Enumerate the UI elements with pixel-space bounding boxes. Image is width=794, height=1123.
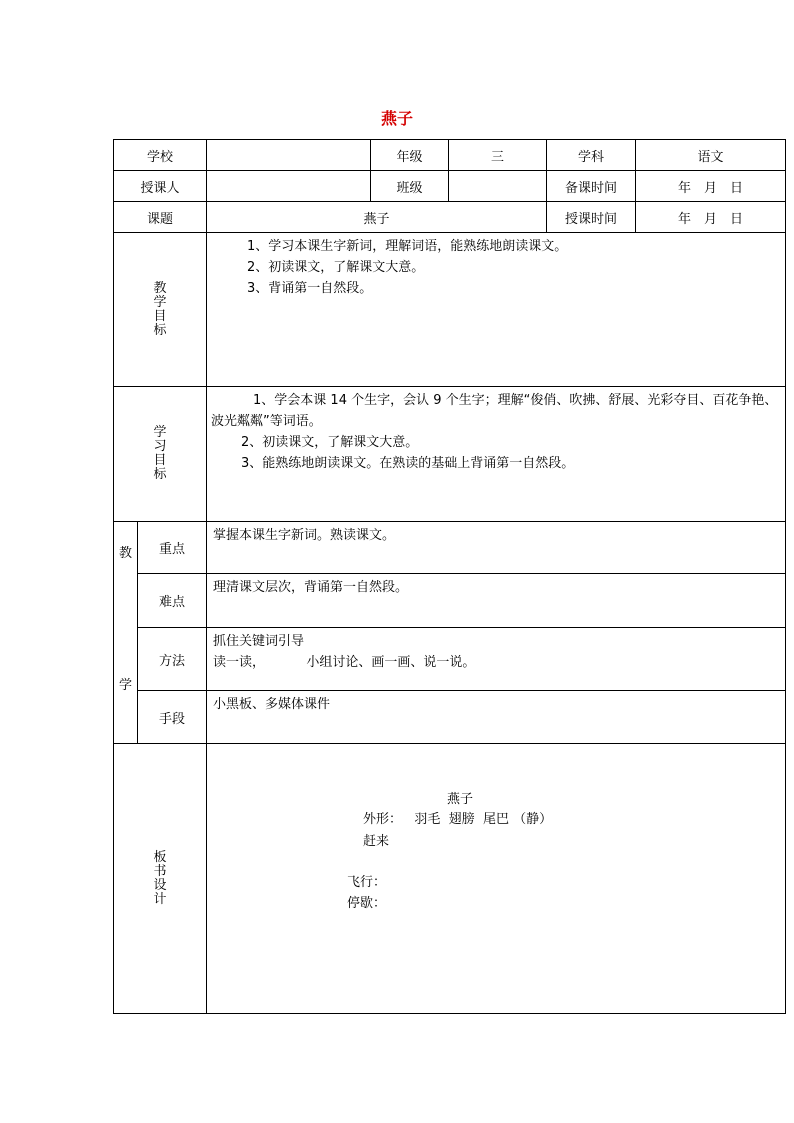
board-title: 燕子 [447,792,474,807]
prep-time-value: 年 月 日 [636,171,786,202]
subject-label: 学科 [547,140,636,171]
teaching-goal-1: 1、学习本课生字新词，理解词语，能熟练地朗读课文。 [247,239,568,254]
teaching-goal-2: 2、初读课文，了解课文大意。 [247,260,425,275]
prep-time-label: 备课时间 [547,171,636,202]
subject-value: 语文 [636,140,786,171]
focus-label: 重点 [138,522,207,574]
teaching-goals-content [207,233,786,387]
learning-goal-3: 3、能熟练地朗读课文。在熟读的基础上背诵第一自然段。 [241,456,575,471]
board-appearance: 外形： 羽毛 翅膀 尾巴 （静） [363,812,553,827]
focus-value: 掌握本课生字新词。熟读课文。 [207,522,786,574]
topic-value: 燕子 [207,202,547,233]
teaching-label-bottom: 学 [119,678,133,693]
method-line-2: 读一读， 小组讨论、画一画、说一说。 [213,655,476,670]
topic-label: 课题 [114,202,207,233]
grade-label: 年级 [371,140,449,171]
teach-time-value: 年 月 日 [636,202,786,233]
teaching-goal-3: 3、背诵第一自然段。 [247,281,373,296]
method-label: 方法 [138,628,207,691]
learning-goals-content [207,387,786,522]
teacher-label: 授课人 [114,171,207,202]
difficulty-label: 难点 [138,574,207,628]
school-value [207,140,371,171]
learning-goals-label: 学习目标 [153,425,167,482]
board-arrive: 赶来 [363,834,390,849]
class-value [449,171,547,202]
teaching-goals-label: 教学目标 [153,280,167,338]
board-label-cell [114,744,207,1014]
method-value [207,628,786,691]
teaching-goals-label-cell [114,233,207,387]
learning-goals-label-cell [114,387,207,522]
page-title: 燕子 [380,109,413,128]
school-label: 学校 [114,140,207,171]
board-label: 板书设计 [153,849,167,907]
class-label: 班级 [371,171,449,202]
means-label: 手段 [138,691,207,744]
board-resting: 停歇： [347,896,387,911]
method-line-1: 抓住关键词引导 [213,634,305,649]
teach-time-label: 授课时间 [547,202,636,233]
learning-goal-1: 1、学会本课 14 个生字，会认 9 个生字；理解“俊俏、吹拂、舒展、光彩夺目、百花争艳、波光粼粼”等词语。 [211,393,778,429]
lesson-plan-table [113,139,786,1014]
board-flying: 飞行： [347,875,387,890]
means-value: 小黑板、多媒体课件 [207,691,786,744]
teaching-label-top: 教 [119,546,133,561]
teaching-label-cell [114,522,138,744]
difficulty-value: 理清课文层次，背诵第一自然段。 [207,574,786,628]
learning-goal-2: 2、初读课文，了解课文大意。 [241,435,419,450]
board-content [207,744,786,1014]
grade-value: 三 [449,140,547,171]
teacher-value [207,171,371,202]
